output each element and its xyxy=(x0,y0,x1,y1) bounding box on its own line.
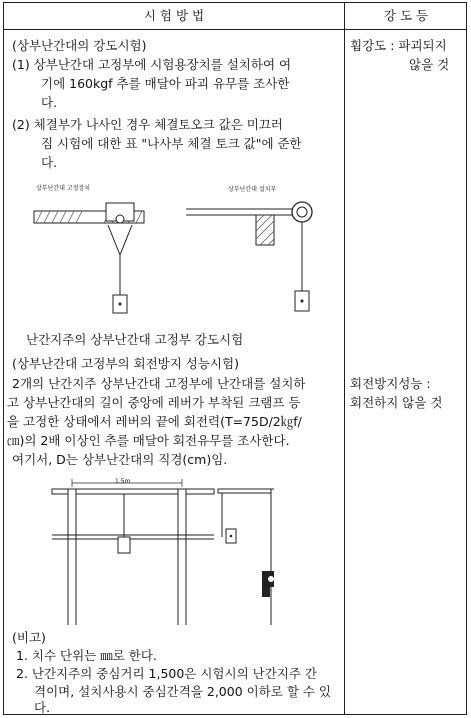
section1-item1-line2: 기에 160kgf 추를 매달아 파괴 유무를 조사한 xyxy=(41,76,290,91)
section1-item2-line2: 짐 시험에 대한 표 "나사부 체결 토크 값"에 준한 xyxy=(41,136,302,151)
column-divider xyxy=(344,3,345,714)
section2-line1: 2개의 난간지주 상부난간대 고정부에 난간대를 설치하 xyxy=(12,376,306,391)
notes-title: (비고) xyxy=(12,630,46,645)
section1-item1-line1: (1) 상부난간대 고정부에 시험용장치를 설치하여 여 xyxy=(12,57,292,72)
rotation-test-figure xyxy=(34,475,274,625)
section1-item2-line3: 다. xyxy=(41,155,58,170)
header-strength: 강 도 등 xyxy=(383,8,429,23)
section2-line4: ㎝)의 2배 이상인 추를 매달아 회전유무를 조사한다. xyxy=(7,433,290,448)
test-method-table xyxy=(3,2,467,715)
section1-item1-line3: 다. xyxy=(41,95,58,110)
strength-2-line2: 회전하지 않을 것 xyxy=(350,395,443,410)
section1-title: (상부난간대의 강도시험) xyxy=(12,38,147,53)
section2-line5: 여기서, D는 상부난간대의 직경(cm)임. xyxy=(12,452,228,467)
strength-test-figure xyxy=(24,183,344,323)
note-2-line3: 다. xyxy=(34,700,51,715)
strength-1-line1: 휨강도 : 파괴되지 xyxy=(350,38,447,53)
header-divider xyxy=(4,29,466,30)
note-1: 1. 치수 단위는 ㎜로 한다. xyxy=(16,648,157,663)
section2-title: (상부난간대 고정부의 회전방지 성능시험) xyxy=(12,356,239,371)
note-2-line2: 격이며, 설치사용시 중심간격을 2,000 이하로 할 수 있 xyxy=(34,684,331,699)
fig-label-right: 상부난간대 설치부 xyxy=(228,186,277,193)
strength-1-line2: 않을 것 xyxy=(409,57,450,72)
note-2-line1: 2. 난간지주의 중심거리 1,500은 시험시의 난간지주 간 xyxy=(16,666,317,681)
dim-label: 1.5m xyxy=(115,478,131,485)
section1-caption: 난간지주의 상부난간대 고정부 강도시험 xyxy=(26,332,244,347)
strength-2-line1: 회전방지성능 : xyxy=(350,376,431,391)
fig-label-left: 상부난간대 고정장치 xyxy=(36,185,91,192)
header-method: 시 험 방 법 xyxy=(143,8,205,23)
section2-line2: 고 상부난간대의 길이 중앙에 레버가 부착된 크램프 등 xyxy=(7,395,301,410)
section1-item2-line1: (2) 체결부가 나사인 경우 체결토오크 값은 미끄러 xyxy=(12,117,283,132)
section2-line3: 을 고정한 상태에서 레버의 끝에 회전력(T=75D/2㎏f/ xyxy=(7,414,302,429)
